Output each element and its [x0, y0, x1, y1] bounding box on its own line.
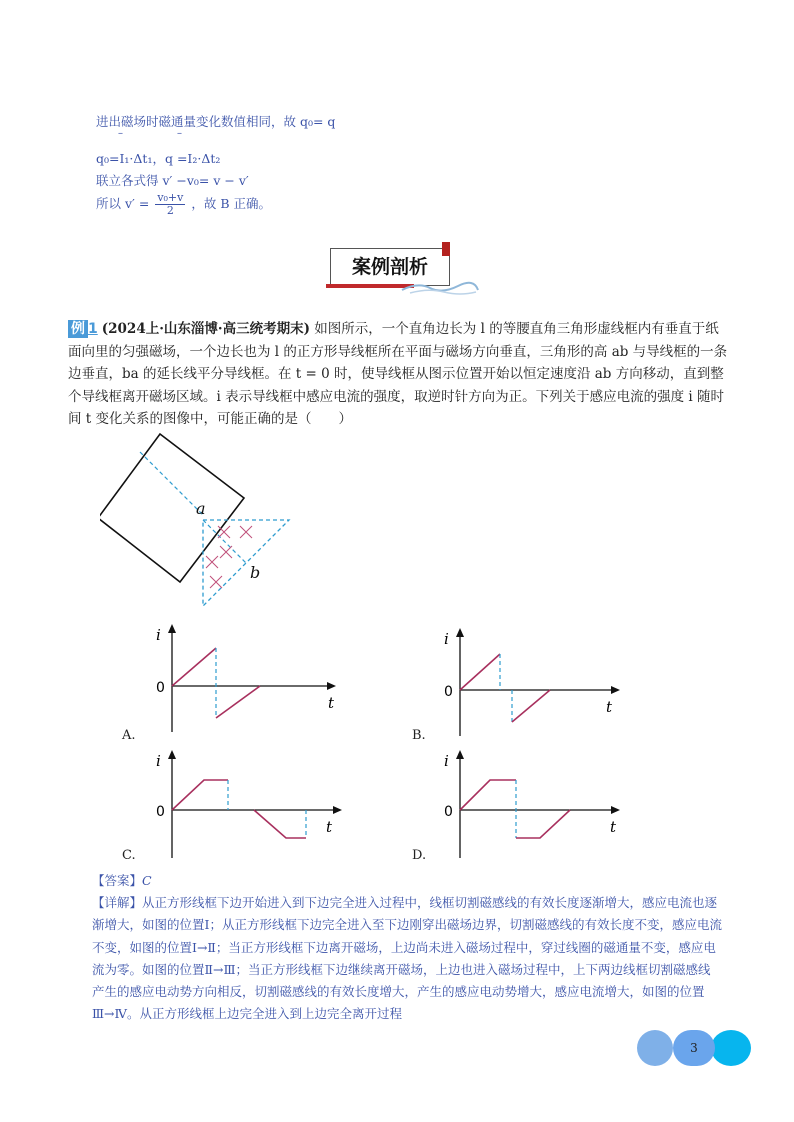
option-a-label: A.	[122, 728, 136, 743]
option-c-label: C.	[122, 848, 136, 863]
graph-option-a	[150, 622, 340, 742]
fraction	[155, 192, 185, 217]
section-banner-title: 案例剖析	[330, 248, 450, 286]
origin-label: 0	[156, 680, 165, 696]
height-ab-line	[203, 520, 246, 563]
banner-flag-decoration	[442, 242, 450, 256]
label-b: b	[250, 563, 261, 582]
solution-line-1: 进出磁场时磁通量变化数值相同，故 q₀= q	[96, 114, 336, 129]
example-number: 1	[88, 321, 98, 337]
answer-block	[92, 870, 722, 1025]
question-source: (2024上·山东淄博·高三统考期末)	[101, 321, 310, 337]
explanation-label: 【详解】	[92, 895, 143, 911]
explanation-text: 从正方形线框下边开始进入到下边完全进入过程中，线框切割磁感线的有效长度逐渐增大，感应电流也逐渐增大，如图的位置Ⅰ；从正方形线框下边完全进入至下边刚穿出磁场边界，切割磁感线的有效长度不变，感应电流不变，如图的位置Ⅰ→Ⅱ；当正方形线框下边离开磁场，上边尚未进入磁场过程中，穿过线圈的磁通量不变，感应电流为零。如图的位置Ⅱ→Ⅲ；当正方形线框下边继续离开磁场，上边也进入磁场过程中，上下两边线框切割磁感线产生的感应电动势方向相反，切割磁感线的有效长度增大，产生的感应电动势增大，感应电流增大，如图的位置Ⅲ→Ⅳ。从正方形线框上边完全进入到上边完全离开过程	[92, 895, 722, 1022]
badge-circle-left	[637, 1030, 673, 1066]
graph-option-d	[438, 748, 638, 863]
square-wire-frame	[100, 434, 244, 582]
axis-t-label: t	[606, 698, 613, 716]
origin-label: 0	[156, 804, 165, 820]
axis-i-label: i	[156, 752, 161, 770]
field-cross-marks	[206, 526, 252, 588]
axis-t-label: t	[610, 818, 617, 836]
graph-option-b	[438, 626, 628, 746]
question-body: 如图所示，一个直角边长为 l 的等腰直角三角形虚线框内有垂直于纸面向里的匀强磁场，一个边长也为 l 的正方形导线框所在平面与磁场方向垂直，三角形的高 ab 与导线框的一条边垂直，ba 的延长线平分导线框。在 t = 0 时，使导线框从图示位置开始以恒定速度沿 ab 方向移动，直到整个导线框离开磁场区域。i 表示导线框中感应电流的强度，取逆时针方向为正。下列关于感应电流的强度 i 随时间 t 变化关系的图像中，可能正确的是（ ）	[68, 321, 728, 427]
answer-line	[92, 870, 722, 892]
answer-label: 【答案】	[92, 873, 143, 888]
page-number: 3	[690, 1041, 698, 1055]
explanation	[92, 892, 722, 1025]
fraction-numerator: v₀+v	[157, 191, 184, 204]
page-number-badge	[637, 1030, 751, 1066]
axis-t-label: t	[326, 818, 333, 836]
fraction-denominator: 2	[166, 204, 174, 217]
axis-t-label: t	[328, 694, 335, 712]
section-banner	[330, 248, 450, 286]
axis-i-label: i	[444, 630, 449, 648]
answer-value: C	[142, 873, 152, 888]
problem-figure	[100, 430, 300, 610]
origin-label: 0	[444, 804, 453, 820]
overbar-mark: –	[177, 128, 182, 139]
solution-line-4-suffix: ，故 B 正确。	[191, 196, 271, 211]
option-d-label: D.	[412, 848, 427, 863]
banner-wave-decoration	[400, 280, 480, 296]
axis-i-label: i	[156, 626, 161, 644]
solution-line-2: q₀=I₁·Δt₁，q =I₂·Δt₂	[96, 151, 221, 166]
solution-line-3: 联立各式得 v′ −v₀= v − v′	[96, 173, 249, 188]
origin-label: 0	[444, 684, 453, 700]
option-b-label: B.	[412, 728, 426, 743]
axis-i-label: i	[444, 752, 449, 770]
solution-line-4	[96, 192, 271, 217]
question-text	[68, 318, 728, 431]
extension-dashed-line	[140, 452, 204, 516]
graph-option-c	[150, 748, 350, 863]
label-a: a	[196, 499, 206, 518]
solution-line-4-prefix: 所以 v′ =	[96, 196, 150, 211]
badge-circle-right	[711, 1030, 751, 1066]
overbar-mark: –	[118, 128, 123, 139]
example-tag: 例	[68, 320, 88, 338]
